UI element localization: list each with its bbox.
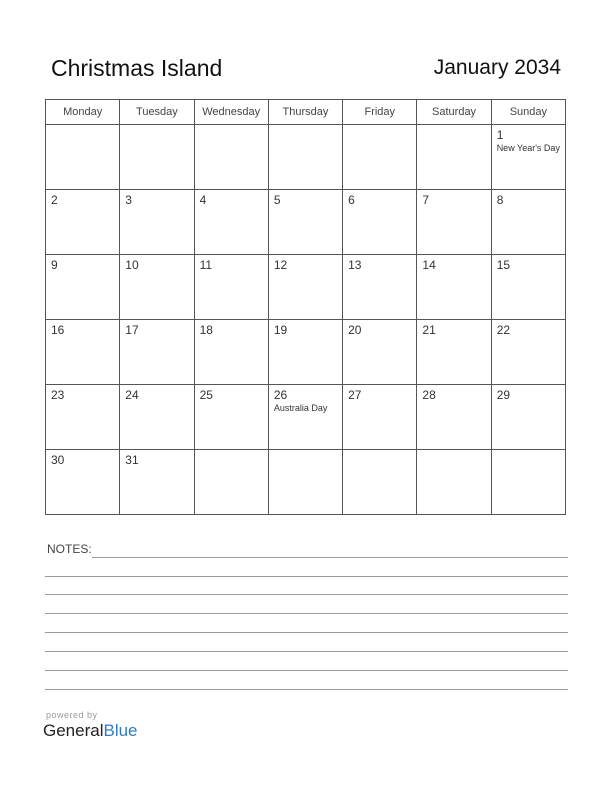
day-number: 19 — [273, 323, 288, 337]
day-number: 29 — [496, 388, 511, 402]
day-number: 16 — [51, 323, 65, 337]
day-number: 7 — [422, 193, 430, 207]
calendar-day-cell — [120, 385, 194, 450]
calendar-day-cell — [491, 320, 565, 385]
day-number: 8 — [496, 193, 504, 207]
calendar-day-cell — [417, 255, 491, 320]
calendar-day-cell — [268, 255, 342, 320]
calendar-day-cell — [120, 450, 194, 515]
note-line — [45, 632, 568, 633]
note-line — [92, 557, 568, 558]
calendar-day-cell — [46, 385, 120, 450]
day-number: 22 — [496, 323, 511, 337]
calendar-day-cell — [194, 190, 268, 255]
note-line — [45, 651, 568, 652]
calendar-day-cell — [194, 125, 268, 190]
day-number: 21 — [422, 323, 436, 337]
day-number — [269, 450, 342, 453]
note-line — [45, 576, 568, 577]
calendar-week-row — [46, 320, 566, 385]
holiday-label: Australia Day — [273, 403, 328, 413]
day-number: 4 — [199, 193, 207, 207]
day-number: 25 — [199, 388, 213, 402]
notes-label: NOTES: — [47, 542, 92, 556]
calendar-day-cell — [268, 125, 342, 190]
calendar-day-cell — [491, 385, 565, 450]
brand-logo — [43, 721, 138, 741]
weekday-header-row — [46, 100, 566, 125]
calendar-day-cell — [343, 450, 417, 515]
calendar-day-cell — [491, 450, 565, 515]
day-number — [417, 450, 490, 453]
day-number — [417, 125, 490, 128]
day-number: 24 — [125, 388, 139, 402]
day-number: 1 — [496, 128, 504, 142]
calendar-day-cell — [46, 190, 120, 255]
calendar-day-cell — [343, 190, 417, 255]
calendar-day-cell — [417, 320, 491, 385]
day-number: 28 — [422, 388, 436, 402]
day-number — [195, 125, 268, 128]
weekday-header: Sunday — [491, 100, 565, 125]
brand-blue: Blue — [103, 721, 138, 740]
weekday-header: Friday — [343, 100, 417, 125]
day-number — [46, 125, 119, 128]
day-number: 5 — [273, 193, 281, 207]
day-number: 17 — [125, 323, 139, 337]
day-number: 11 — [199, 258, 213, 272]
day-number: 18 — [199, 323, 213, 337]
day-number: 10 — [125, 258, 139, 272]
calendar-day-cell — [194, 320, 268, 385]
calendar-day-cell — [491, 125, 565, 190]
day-number: 9 — [51, 258, 58, 272]
calendar-day-cell — [194, 385, 268, 450]
calendar-day-cell — [417, 450, 491, 515]
calendar-day-cell — [120, 255, 194, 320]
calendar-day-cell — [343, 320, 417, 385]
day-number: 27 — [348, 388, 362, 402]
calendar-day-cell — [491, 255, 565, 320]
day-number: 30 — [51, 453, 65, 467]
calendar-day-cell — [491, 190, 565, 255]
calendar-day-cell — [46, 320, 120, 385]
weekday-header: Wednesday — [194, 100, 268, 125]
day-number: 12 — [273, 258, 288, 272]
note-line — [45, 613, 568, 614]
weekday-header: Monday — [46, 100, 120, 125]
calendar-day-cell — [46, 255, 120, 320]
calendar-day-cell — [343, 125, 417, 190]
weekday-header: Thursday — [268, 100, 342, 125]
day-number: 23 — [51, 388, 65, 402]
calendar-day-cell — [194, 255, 268, 320]
calendar-week-row — [46, 190, 566, 255]
note-line — [45, 594, 568, 595]
holiday-label: New Year's Day — [496, 143, 560, 153]
calendar-day-cell — [417, 190, 491, 255]
brand-general: General — [43, 721, 104, 740]
day-number: 26 — [273, 388, 288, 402]
calendar-day-cell — [268, 385, 342, 450]
calendar-day-cell — [120, 190, 194, 255]
calendar-day-cell — [46, 125, 120, 190]
calendar-day-cell — [417, 125, 491, 190]
weekday-header: Saturday — [417, 100, 491, 125]
day-number: 6 — [348, 193, 355, 207]
calendar-day-cell — [268, 320, 342, 385]
calendar-day-cell — [268, 450, 342, 515]
day-number — [269, 125, 342, 128]
calendar-day-cell — [194, 450, 268, 515]
day-number — [343, 450, 416, 453]
calendar-day-cell — [46, 450, 120, 515]
calendar-week-row — [46, 385, 566, 450]
day-number: 3 — [125, 193, 132, 207]
powered-by-text: powered by — [46, 710, 98, 720]
day-number: 14 — [422, 258, 436, 272]
day-number: 20 — [348, 323, 362, 337]
day-number — [343, 125, 416, 128]
calendar-country-title: Christmas Island — [51, 55, 223, 81]
day-number — [492, 450, 565, 453]
day-number: 13 — [348, 258, 362, 272]
day-number: 2 — [51, 193, 58, 207]
calendar-week-row — [46, 125, 566, 190]
calendar-week-row — [46, 255, 566, 320]
day-number: 15 — [496, 258, 511, 272]
calendar-day-cell — [343, 255, 417, 320]
calendar-week-row — [46, 450, 566, 515]
calendar-grid — [45, 99, 566, 515]
day-number — [195, 450, 268, 453]
day-number: 31 — [125, 453, 139, 467]
calendar-day-cell — [417, 385, 491, 450]
calendar-month-title: January 2034 — [433, 56, 561, 79]
note-line — [45, 670, 568, 671]
weekday-header: Tuesday — [120, 100, 194, 125]
day-number — [120, 125, 193, 128]
calendar-day-cell — [120, 125, 194, 190]
calendar-day-cell — [120, 320, 194, 385]
calendar-day-cell — [343, 385, 417, 450]
note-line — [45, 689, 568, 690]
calendar-day-cell — [268, 190, 342, 255]
